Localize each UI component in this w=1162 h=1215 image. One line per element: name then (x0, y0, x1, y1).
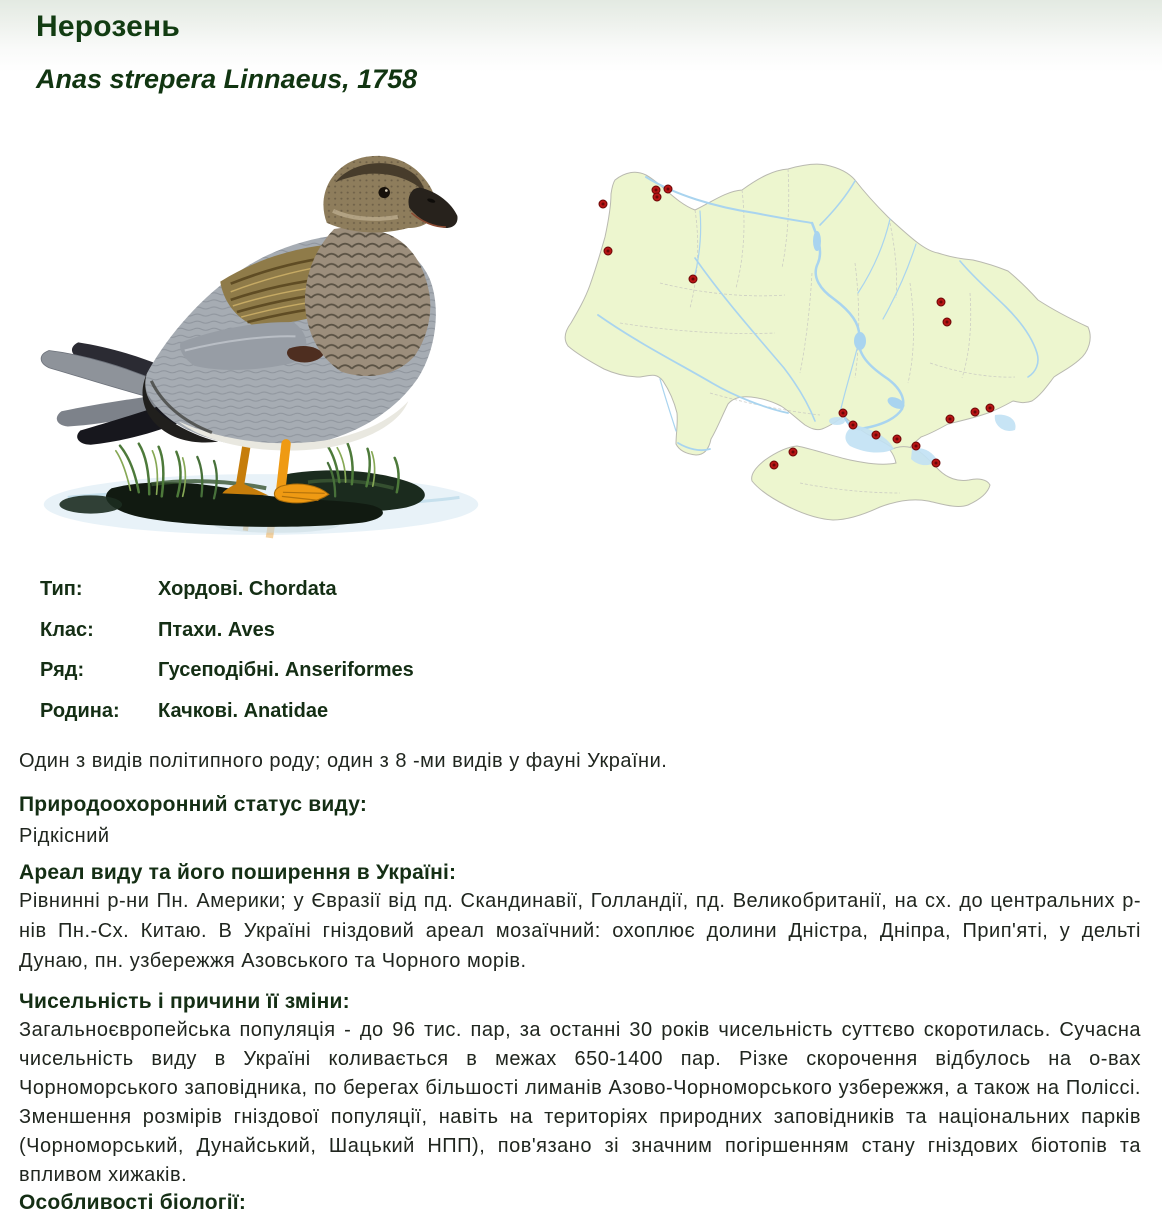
taxonomy-value: Хордові. Chordata (158, 578, 337, 600)
duck-eye (379, 187, 390, 198)
taxonomy-row-order (40, 659, 414, 700)
duck-illustration (26, 148, 496, 548)
taxonomy-value: Гусеподібні. Anseriformes (158, 659, 414, 681)
taxonomy-row-type (40, 578, 414, 619)
page-title: Нерозень (36, 10, 180, 43)
crimea-peninsula (752, 446, 990, 520)
latin-name: Anas strepera Linnaeus, 1758 (36, 64, 418, 94)
section-heading-range: Ареал виду та його поширення в Україні: (19, 861, 457, 884)
taxonomy-value: Качкові. Anatidae (158, 699, 329, 722)
section-body-range: Рівнинні р-ни Пн. Америки; у Євразії від пд. Скандинавії, Голландії, пд. Великобританії, на сх. до центральних р-нів Пн.-Сх. Китаю. В Україні гніздовий ареал мозаїчний: охоплює долини Дністра, Дніпра, Прип'яті, у дельті Дунаю, пн. узбережжя Азовського та Чорного морів. (19, 890, 1141, 972)
taxonomy-label: Ряд: (40, 659, 85, 681)
section-body-status: Рідкісний (19, 825, 110, 847)
taxonomy-row-family (40, 700, 414, 741)
section-body-population: Загальноєвропейська популяція - до 96 тис. пар, за останні 30 років чисельність суттєво скоротилась. Сучасна чисельність виду в Україні коливається в межах 650-1400 пар. Різке скорочення відбулось на о-вах Чорноморського заповідника, по берегах більшості лиманів Азово-Чорноморського узбережжя, а також на Поліссі. Зменшення розмірів гніздової популяції, навіть на територіях природних заповідників та національних парків (Чорноморський, Дунайський, Шацький НПП), пов'язано зі значним погіршенням стану гніздових біотопів та впливом хижаків. (19, 1019, 1141, 1186)
taxonomy-label: Клас: (40, 618, 94, 641)
duck-head (323, 156, 457, 233)
ukraine-mainland (565, 164, 1090, 455)
taxonomy-table (40, 578, 414, 740)
taxonomy-label: Тип: (40, 578, 83, 600)
section-heading-status: Природоохоронний статус виду: (19, 793, 368, 816)
taxonomy-label: Родина: (40, 699, 120, 722)
section-heading-biology-clipped: Особливості біології: (19, 1191, 247, 1214)
taxonomy-row-class (40, 619, 414, 660)
intro-text: Один з видів політипного роду; один з 8 -ми видів у фауні України. (19, 750, 668, 772)
section-heading-population: Чисельність і причини її зміни: (19, 990, 350, 1013)
ukraine-range-map (560, 163, 1100, 523)
taxonomy-value: Птахи. Aves (158, 618, 275, 641)
duck-body (143, 227, 436, 450)
